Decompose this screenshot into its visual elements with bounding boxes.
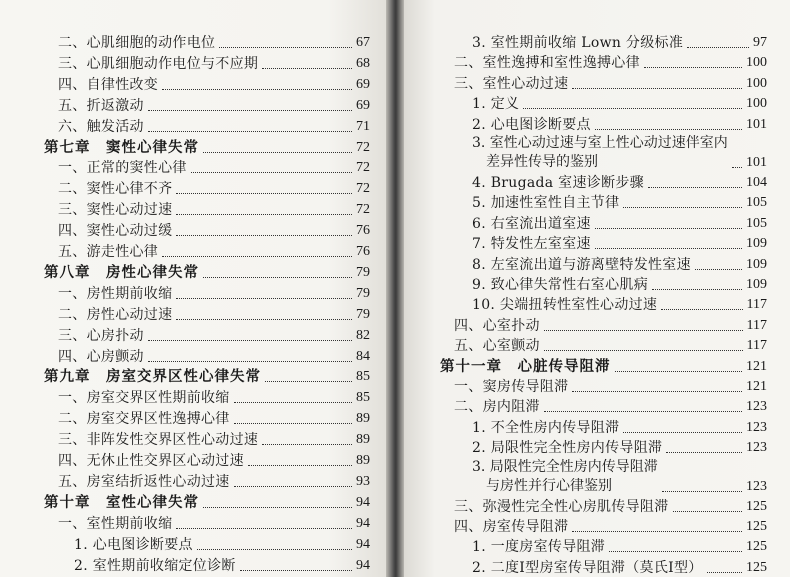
toc-entry	[472, 213, 767, 233]
toc-entry-title: 二、房性心动过速	[58, 306, 173, 323]
dot-leader	[148, 131, 352, 132]
page-number: 109	[746, 256, 767, 272]
page-number: 109	[746, 277, 767, 292]
page-number: 94	[356, 515, 370, 531]
toc-entry	[58, 450, 370, 470]
dot-leader	[219, 47, 352, 48]
toc-entry-title: 6. 右室流出道室速	[472, 215, 591, 232]
toc-entry	[472, 93, 767, 113]
toc-entry-title: 三、心肌细胞动作电位与不应期	[58, 55, 259, 72]
toc-entry-title: 5. 加速性室性自主节律	[472, 195, 620, 212]
page-number: 79	[356, 306, 370, 322]
toc-entry	[472, 294, 767, 314]
page-number: 125	[746, 498, 767, 514]
page-number: 89	[356, 411, 370, 427]
dot-leader	[544, 411, 742, 412]
toc-entry-title: 五、折返激动	[58, 97, 144, 114]
page-number: 97	[753, 35, 767, 50]
toc-entry	[454, 496, 767, 516]
toc-entry-title: 四、房室传导阻滞	[454, 519, 569, 535]
page-number: 72	[356, 160, 370, 176]
toc-entry	[58, 116, 370, 136]
toc-entry-title: 三、非阵发性交界区性心动过速	[58, 432, 259, 449]
toc-entry	[58, 471, 370, 491]
toc-entry-title: 一、房性期前收缩	[58, 285, 173, 302]
toc-entry	[58, 408, 370, 428]
page-number: 101	[746, 155, 767, 170]
dot-leader	[652, 289, 742, 290]
toc-entry-title: 三、弥漫性完全性心房肌传导阻滞	[454, 498, 669, 515]
dot-leader	[176, 319, 352, 320]
dot-leader	[572, 391, 742, 392]
chapter-title: 第九章 房室交界区性心律失常	[44, 369, 261, 386]
dot-leader	[176, 214, 352, 215]
toc-entry	[58, 387, 370, 407]
toc-entry	[472, 134, 767, 172]
toc-entry	[472, 32, 767, 52]
toc-entry	[58, 325, 370, 345]
dot-leader	[148, 110, 352, 111]
toc-entry	[74, 555, 370, 575]
toc-entry-title: 四、无休止性交界区心动过速	[58, 453, 244, 469]
toc-entry	[454, 335, 767, 355]
toc-entry-title: 2. 室性期前收缩定位诊断	[74, 557, 236, 574]
toc-entry-title-continued: 差异性传导的鉴别	[486, 154, 598, 170]
dot-leader	[623, 432, 742, 433]
right-page	[404, 0, 790, 577]
page-number: 125	[746, 559, 767, 575]
page-number: 123	[746, 440, 767, 456]
dot-leader	[240, 570, 352, 571]
chapter-heading	[44, 137, 370, 157]
toc-entry-title: 7. 特发性左室室速	[472, 236, 591, 253]
page-number: 123	[746, 419, 767, 435]
page-number: 121	[746, 379, 767, 394]
toc-entry-title: 1. 定义	[472, 96, 520, 113]
dot-leader	[234, 486, 352, 487]
dot-leader	[148, 361, 352, 362]
toc-entry	[58, 178, 370, 198]
page-number: 85	[356, 369, 370, 385]
toc-entry	[58, 283, 370, 303]
page-number: 76	[356, 223, 370, 239]
dot-leader	[262, 68, 352, 69]
toc-entry-title: 二、房室交界区性逸搏心律	[58, 411, 230, 428]
page-number: 125	[746, 519, 767, 534]
toc-entry	[58, 241, 370, 261]
toc-entry-title: 五、心室颤动	[454, 338, 540, 355]
toc-entry	[74, 534, 370, 554]
page-number: 94	[356, 536, 370, 552]
dot-leader	[707, 572, 742, 573]
chapter-heading	[44, 366, 370, 386]
toc-entry-title: 四、自律性改变	[58, 76, 159, 93]
chapter-title: 第七章 窦性心律失常	[44, 139, 199, 156]
toc-entry-title: 五、游走性心律	[58, 244, 159, 260]
page-number: 123	[746, 478, 767, 494]
page-number: 89	[356, 453, 370, 468]
dot-leader	[615, 371, 743, 372]
toc-entry-title-continued: 与房性并行心律鉴别	[486, 477, 612, 494]
dot-leader	[523, 108, 742, 109]
toc-entry	[472, 114, 767, 134]
toc-entry-title: 一、室性期前收缩	[58, 515, 173, 532]
toc-entry-title: 1. 心电图诊断要点	[74, 536, 193, 553]
page-number: 105	[746, 195, 767, 211]
dot-leader	[176, 193, 352, 194]
toc-entry	[472, 274, 767, 294]
dot-leader	[673, 511, 743, 512]
chapter-heading	[44, 492, 370, 512]
toc-entry	[58, 304, 370, 324]
page-number: 121	[746, 358, 767, 374]
dot-leader	[544, 350, 743, 351]
dot-leader	[203, 507, 352, 508]
page-number: 89	[356, 432, 370, 448]
page-number: 67	[356, 35, 370, 50]
toc-entry-title: 4. Brugada 室速诊断步骤	[472, 175, 644, 191]
toc-entry-title: 10. 尖端扭转性室性心动过速	[472, 297, 658, 314]
dot-leader	[234, 402, 352, 403]
toc-entry-title: 五、房室结折返性心动过速	[58, 473, 230, 490]
toc-entry	[58, 95, 370, 115]
page-number: 101	[746, 116, 767, 132]
dot-leader	[609, 551, 742, 552]
toc-entry	[472, 557, 767, 577]
dot-leader	[197, 549, 352, 550]
toc-entry-title: 8. 左室流出道与游离壁特发性室速	[472, 256, 691, 273]
left-page	[0, 0, 386, 577]
toc-entry	[58, 53, 370, 73]
dot-leader	[203, 277, 352, 278]
page-number: 125	[746, 539, 767, 555]
dot-leader	[162, 89, 352, 90]
page-number: 100	[746, 55, 767, 71]
page-number: 104	[746, 175, 767, 190]
dot-leader	[648, 187, 742, 188]
page-number: 71	[356, 118, 370, 134]
toc-entry-title: 2. 二度Ⅰ型房室传导阻滞（莫氏Ⅰ型）	[472, 559, 703, 576]
dot-leader	[176, 298, 352, 299]
toc-entry-title: 一、正常的窦性心律	[58, 160, 187, 177]
chapter-title: 第八章 房性心律失常	[44, 264, 199, 281]
page-number: 72	[356, 181, 370, 197]
toc-entry	[454, 52, 767, 72]
toc-entry	[454, 73, 767, 93]
dot-leader	[203, 152, 352, 153]
toc-entry-title: 三、室性心动过速	[454, 75, 569, 92]
toc-entry	[472, 233, 767, 253]
dot-leader	[695, 269, 742, 270]
page-number: 100	[746, 75, 767, 91]
page-number: 100	[746, 96, 767, 112]
toc-entry-title: 9. 致心律失常性右室心肌病	[472, 277, 649, 293]
page-number: 109	[746, 236, 767, 252]
toc-entry	[472, 536, 767, 556]
page-number: 79	[356, 285, 370, 301]
toc-entry-title: 一、房室交界区性期前收缩	[58, 390, 230, 407]
dot-leader	[662, 491, 742, 492]
page-number: 117	[746, 338, 767, 354]
toc-entry	[454, 516, 767, 536]
chapter-heading	[440, 356, 767, 376]
dot-leader	[191, 172, 352, 173]
dot-leader	[661, 309, 742, 310]
page-number: 94	[356, 494, 370, 510]
toc-entry-title: 二、窦性心律不齐	[58, 181, 173, 198]
toc-entry	[454, 315, 767, 335]
toc-entry-title: 2. 心电图诊断要点	[472, 116, 591, 133]
page-number: 76	[356, 244, 370, 259]
dot-leader	[595, 129, 742, 130]
dot-leader	[595, 248, 742, 249]
page-number: 72	[356, 202, 370, 218]
dot-leader	[623, 207, 742, 208]
toc-entry-title: 2. 局限性完全性房内传导阻滞	[472, 440, 663, 457]
toc-entry	[58, 74, 370, 94]
dot-leader	[687, 47, 749, 48]
dot-leader	[572, 531, 742, 532]
dot-leader	[176, 528, 352, 529]
book-gutter	[386, 0, 404, 577]
page-number: 105	[746, 215, 767, 231]
toc-entry-title: 三、窦性心动过速	[58, 202, 173, 219]
toc-entry-title: 六、触发活动	[58, 118, 144, 135]
page-number: 79	[356, 264, 370, 280]
toc-entry-title: 二、室性逸搏和室性逸搏心律	[454, 55, 640, 72]
toc-entry-title: 四、窦性心动过缓	[58, 223, 173, 240]
toc-entry-title: 二、心肌细胞的动作电位	[58, 35, 216, 51]
dot-leader	[248, 465, 352, 466]
page-number: 82	[356, 327, 370, 343]
page-number: 93	[356, 473, 370, 489]
dot-leader	[176, 235, 352, 236]
page-number: 117	[746, 297, 767, 313]
dot-leader	[544, 330, 743, 331]
toc-entry	[472, 458, 767, 496]
dot-leader	[162, 256, 352, 257]
dot-leader	[572, 88, 742, 89]
toc-entry	[58, 157, 370, 177]
toc-entry-title: 二、房内阻滞	[454, 399, 540, 416]
toc-entry-title: 3. 室性期前收缩 Lown 分级标准	[472, 35, 684, 51]
dot-leader	[595, 228, 742, 229]
toc-entry-title: 三、心房扑动	[58, 327, 144, 344]
dot-leader	[148, 340, 352, 341]
toc-entry	[472, 417, 767, 437]
toc-entry	[58, 513, 370, 533]
page-number: 123	[746, 399, 767, 415]
chapter-heading	[44, 262, 370, 282]
page-number: 72	[356, 139, 370, 155]
page-number: 69	[356, 76, 370, 92]
toc-entry	[58, 429, 370, 449]
toc-entry-title: 一、窦房传导阻滞	[454, 379, 569, 395]
toc-entry	[454, 396, 767, 416]
dot-leader	[644, 67, 742, 68]
page-number: 69	[356, 97, 370, 113]
toc-entry-title: 3. 室性心动过速与室上性心动过速伴室内	[472, 135, 728, 151]
chapter-title: 第十一章 心脏传导阻滞	[440, 358, 611, 375]
toc-entry	[472, 172, 767, 192]
dot-leader	[666, 452, 742, 453]
toc-entry	[58, 199, 370, 219]
page-number: 84	[356, 348, 370, 364]
page-number: 68	[356, 55, 370, 71]
page-number: 117	[746, 317, 767, 333]
toc-entry	[58, 220, 370, 240]
toc-entry-title: 1. 一度房室传导阻滞	[472, 539, 606, 556]
toc-entry	[58, 32, 370, 52]
page-number: 85	[356, 390, 370, 406]
toc-entry	[472, 192, 767, 212]
toc-entry	[454, 376, 767, 396]
dot-leader	[234, 423, 352, 424]
toc-entry	[472, 254, 767, 274]
toc-entry	[58, 346, 370, 366]
dot-leader	[265, 381, 352, 382]
toc-entry-title: 四、心室扑动	[454, 317, 540, 334]
toc-entry	[472, 437, 767, 457]
chapter-title: 第十章 室性心律失常	[44, 494, 199, 511]
dot-leader	[262, 444, 352, 445]
dot-leader	[732, 167, 742, 168]
page-number: 94	[356, 557, 370, 573]
toc-entry-title: 3. 局限性完全性房内传导阻滞	[472, 458, 658, 475]
toc-entry-title: 四、心房颤动	[58, 348, 144, 365]
toc-entry-title: 1. 不全性房内传导阻滞	[472, 419, 620, 436]
